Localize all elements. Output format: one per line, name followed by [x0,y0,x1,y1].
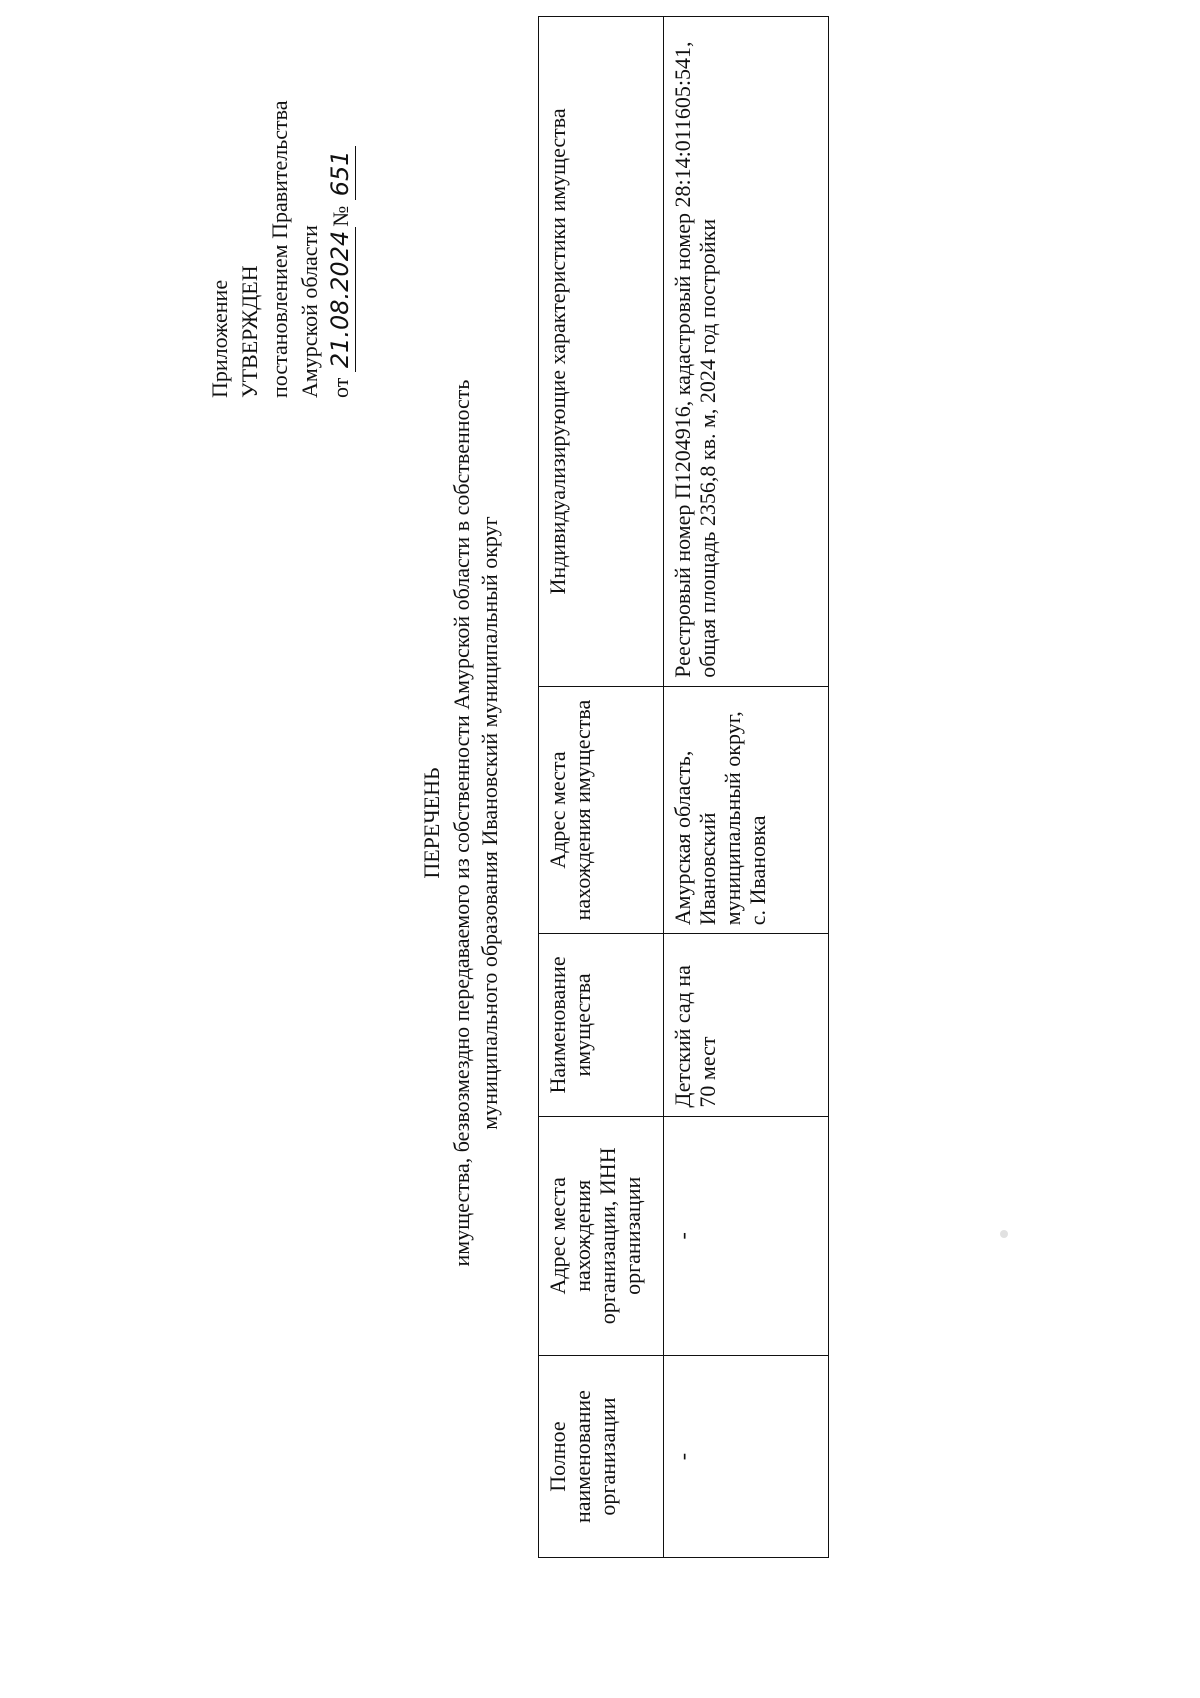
cell-property-name: Детский сад на 70 мест [664,934,829,1116]
approval-block [205,100,356,398]
cell-property-address: Амурская область, Ивановский муниципальный округ, с. Ивановка [664,686,829,934]
property-table [538,16,829,1558]
cell-org-address: - [664,1116,829,1355]
table-row [664,17,829,1558]
number-prefix: № [328,205,353,227]
header-property-address: Адрес места нахождения имущества [539,686,664,934]
header-characteristics: Индивидуализирующие характеристики имущества [539,17,664,687]
handwritten-date: 21.08.2024 [325,227,356,372]
appendix-label: Приложение [207,279,232,398]
table-header-row [539,17,664,1558]
approved-label: УТВЕРЖДЕН [237,265,262,398]
header-org-name: Полное наименование организации [539,1356,664,1558]
date-prefix: от [328,377,353,398]
resolution-label: постановлением Правительства [267,100,292,398]
document-heading: ПЕРЕЧЕНЬ [419,767,444,879]
document-subtitle-line1: имущества, безвозмездно передаваемого из собственности Амурской области в собственность [449,379,474,1267]
cell-characteristics: Реестровый номер П1204916, кадастровый номер 28:14:011605:541, общая площадь 2356,8 кв. м, 2024 год постройки [664,17,829,687]
region-label: Амурской области [297,225,322,398]
date-number-line [325,100,356,398]
scan-speck [1000,1230,1008,1238]
header-property-name: Наименование имущества [539,934,664,1116]
title-block [418,198,504,1448]
handwritten-number: 651 [325,146,356,200]
header-org-address: Адрес места нахождения организации, ИНН организации [539,1116,664,1355]
document-subtitle-line2: муниципального образования Ивановский муниципальный округ [477,516,502,1130]
cell-org-name: - [664,1356,829,1558]
